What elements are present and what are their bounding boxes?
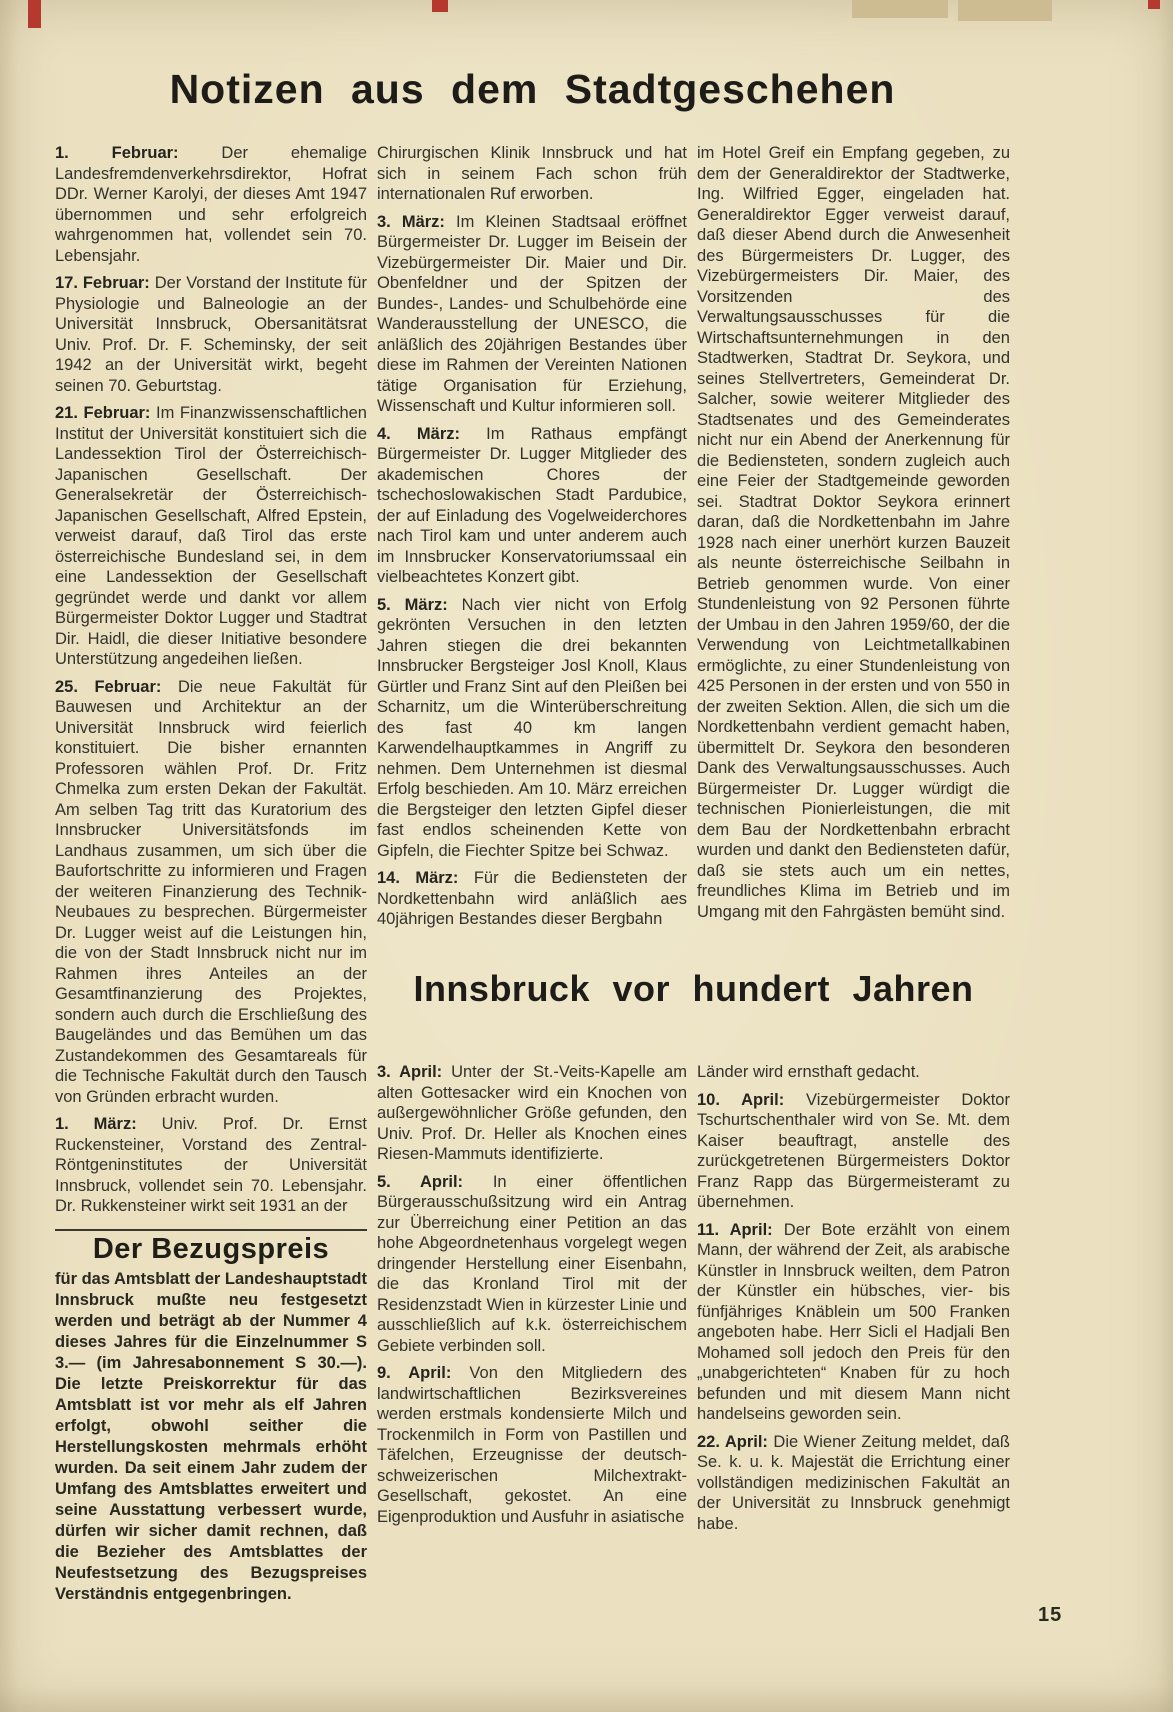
- column-right-lower: [697, 1062, 1010, 1541]
- column-left: [55, 143, 367, 1605]
- page-title: Notizen aus dem Stadtgeschehen: [169, 66, 896, 112]
- news-entry: 3. April: Unter der St.-Veits-Kapelle am alten Gottesacker wird ein Knochen von außergewöhnlicher Größe gefunden, den Univ. Prof. Dr. Heller als Knochen eines Riesen-Mammuts identifizierte.: [377, 1063, 687, 1163]
- news-entries-march: [377, 143, 687, 930]
- news-entries-february: [55, 143, 367, 1217]
- news-entry: 21. Februar: Im Finanzwissenschaftlichen Institut der Universität konstituiert sich die Landessektion Tirol der Österreichisch-Japanischen Gesellschaft. Der Generalsekretär der Österreichisch-Japanischen Gesellschaft, Alfred Epstein, verweist darauf, daß Tirol das erste österreichische Bundesland sei, in dem eine Landessektion der Gesellschaft gegründet werde und dankt vor allem Bürgermeister Doktor Lugger und Stadtrat Dir. Haidl, die dieser Initiative besondere Unterstützung angedeihen ließen.: [55, 404, 367, 668]
- entry-date: 3. März:: [377, 212, 456, 231]
- section-divider-rule: [55, 1229, 367, 1231]
- news-entry: 10. April: Vizebürgermeister Doktor Tschurtschenthaler wird von Se. Mt. dem Kaiser beauftragt, anstelle des zurückgetretenen Bürgermeisters Doktor Franz Rapp das Bürgermeisteramt zu übernehmen.: [697, 1090, 1010, 1211]
- entry-date: 11. April:: [697, 1220, 784, 1239]
- page-number: 15: [1038, 1604, 1063, 1626]
- entry-date: 21. Februar:: [55, 404, 156, 422]
- news-entry: 22. April: Die Wiener Zeitung meldet, daß Se. k. u. k. Majestät die Errichtung einer vollständigen medizinischen Fakultät an der Universität zu Innsbruck genehmigt habe.: [697, 1432, 1010, 1533]
- entry-date: 5. April:: [377, 1172, 493, 1191]
- entry-date: 14. März:: [377, 869, 474, 887]
- column-middle-lower: [377, 1062, 687, 1534]
- news-entry: im Hotel Greif ein Empfang gegeben, zu dem der Generaldirektor der Stadtwerke, Ing. Wilfried Egger, eingeladen hat. Generaldirektor Egger verweist darauf, daß dieser Abend durch die Anwesenheit des Bürgermeisters Dr. Lugger, des Vizebürgermeisters Dir. Maier, des Vorsitzenden des Verwaltungsausschusses für die Wirtschaftsunternehmungen in den Stadtwerken, Stadtrat Dr. Seykora, und seines Stellvertreters, Gemeinderat Dr. Salcher, sowie weiterer Mitglieder des Stadtsenates und des Gemeinderates nicht nur ein Abend der Anerkennung für die Bediensteten, sondern zugleich auch eine Feier der Stadtgemeinde geworden sei. Stadtrat Doktor Seykora erinnert daran, daß die Nordkettenbahn im Jahre 1928 nach einer unerhört kurzen Bauzeit als neunte österreichische Seilbahn in Betrieb genommen wurde. Von einer Stundenleistung von 92 Personen führte der Umbau in den Jahren 1959/60, der die Verwendung von Leichtmetallkabinen ermöglichte, zu einer Stundenleistung von 425 Personen in der ersten und von 550 in der zweiten Sektion. Allen, die sich um die Nordkettenbahn verdient gemacht haben, übermittelt Dr. Seykora den besonderen Dank des Verwaltungsausschusses. Auch Bürgermeister Dr. Lugger würdigt die technischen Pionierleistungen, die mit dem Bau der Nordkettenbahn erbracht wurden und dankt den Bediensteten dafür, daß sie stets auch um ein nettes, freundliches Klima im Betrieb und im Umgang mit den Fahrgästen bemüht sind.: [697, 144, 1010, 921]
- news-entry: Länder wird ernsthaft gedacht.: [697, 1063, 920, 1081]
- news-entry: 17. Februar: Der Vorstand der Institute für Physiologie und Balneologie an der Universität Innsbruck, Obersanitätsrat Univ. Prof. Dr. F. Scheminsky, der seit 1942 an der Universität wirkt, begeht seinen 70. Geburtstag.: [55, 274, 367, 395]
- scan-mark-red-left: [28, 0, 41, 28]
- scan-mark-tan-1: [852, 0, 948, 18]
- news-entry: 4. März: Im Rathaus empfängt Bürgermeister Dr. Lugger Mitglieder des akademischen Chores der tschechoslowakischen Stadt Pardubice, der auf Einladung des Vogelweiderchores nach Tirol kam und unter anderem auch im Innsbrucker Konservatoriumssaal ein vielbeachtetes Konzert gibt.: [377, 424, 687, 586]
- section-title-hundred-years: Innsbruck vor hundert Jahren: [413, 968, 974, 1009]
- news-entry: 5. April: In einer öffentlichen Bürgerausschußsitzung wird ein Antrag zur Überreichung einer Petition an das hohe Abgeordnetenhaus vorgelegt wegen dringender Herstellung einer Eisenbahn, die das Kronland Tirol mit der Residenzstadt Wien in kürzester Linie und ausschließlich auf k.k. österreichischem Gebiete verbinden soll.: [377, 1172, 687, 1355]
- entry-date: 25. Februar:: [55, 677, 178, 696]
- news-entry: Chirurgischen Klinik Innsbruck und hat sich in seinem Fach schon früh internationalen Ruf erworben.: [377, 144, 687, 203]
- news-entries-april-left: [377, 1062, 687, 1527]
- news-entry: 5. März: Nach vier nicht von Erfolg gekrönten Versuchen in den letzten Jahren stiegen die drei bekannten Innsbrucker Bergsteiger Josl Knoll, Klaus Gürtler und Franz Sint auf den Pleißen bei Scharnitz, um die Winterüberschreitung des fast 40 km langen Karwendelhauptkammes in Angriff zu nehmen. Dem Unternehmen ist diesmal Erfolg beschieden. Am 10. März erreichen die Bergsteiger den letzten Gipfel dieser fast endlos scheinenden Kette von Gipfeln, die Fiechter Spitze bei Schwaz.: [377, 595, 687, 860]
- scan-mark-red-right: [1148, 0, 1160, 9]
- news-entry: 11. April: Der Bote erzählt von einem Mann, der während der Zeit, als arabische Künstler in Innsbruck weilten, dem Patron der Künstler ein hübsches, vier- bis fünfjähriges Knäblein um 500 Franken angeboten habe. Herr Sicli el Hadjali Ben Mohamed soll jedoch den Preis für den „unabgerichteten“ Knaben für zu hoch befunden und mit diesem Mann nicht handelseins geworden sein.: [697, 1220, 1010, 1423]
- news-entry: 3. März: Im Kleinen Stadtsaal eröffnet Bürgermeister Dr. Lugger im Beisein der Vizebürgermeister Dir. Maier und Dir. Obenfeldner und der Spitzen der Bundes-, Landes- und Schulbehörde eine Wanderausstellung der UNESCO, die anläßlich des 20jährigen Bestandes über diese im Rahmen der Vereinten Nationen tätige Organisation für Erziehung, Wissenschaft und Kultur informieren soll.: [377, 212, 687, 415]
- entry-date: 10. April:: [697, 1090, 806, 1109]
- news-entry: 9. April: Von den Mitgliedern des landwirtschaftlichen Bezirksvereines werden erstmals kondensierte Milch und Trockenmilch in Form von Pastillen und Täfelchen, Erzeugnisse der deutsch-schweizerischen Milchextrakt-Gesellschaft, gekostet. An eine Eigenproduktion und Ausfuhr in asiatische: [377, 1364, 687, 1526]
- news-entry: 14. März: Für die Bediensteten der Nordkettenbahn wird anläßlich aes 40jährigen Bestandes dieser Bergbahn: [377, 869, 687, 928]
- subscription-price-text: für das Amtsblatt der Landeshauptstadt Innsbruck mußte neu festgesetzt werden und beträgt ab der Nummer 4 dieses Jahres für die Einzelnummer S 3.— (im Jahresabonnement S 30.—). Die letzte Preiskorrektur für das Amtsblatt ist vor mehr als elf Jahren erfolgt, obwohl seither die Herstellungskosten mehrmals erhöht wurden. Da seit einem Jahr zudem der Umfang des Amtsblattes erweitert und seine Ausstattung verbessert wurde, dürfen wir sicher damit rechnen, daß die Bezieher des Amtsblattes der Neufestsetzung des Bezugspreises Verständnis entgegenbringen.: [55, 1270, 368, 1603]
- entry-date: 9. April:: [377, 1364, 470, 1382]
- news-entry: 1. Februar: Der ehemalige Landesfremdenverkehrsdirektor, Hofrat DDr. Werner Karolyi, der dieses Amt 1947 übernommen und sehr erfolgreich wahrgenommen hat, vollendet sein 70. Lebensjahr.: [55, 144, 368, 265]
- entry-date: 4. März:: [377, 424, 487, 443]
- scan-mark-tan-2: [958, 0, 1052, 21]
- entry-date: 1. März:: [55, 1115, 162, 1133]
- entry-date: 1. Februar:: [55, 144, 222, 162]
- news-entry: 1. März: Univ. Prof. Dr. Ernst Ruckensteiner, Vorstand des Zentral-Röntgeninstitutes der Universität Innsbruck, vollendet sein 70. Lebensjahr. Dr. Rukkensteiner wirkt seit 1931 an der: [55, 1115, 367, 1215]
- entry-date: 3. April:: [377, 1063, 452, 1081]
- subscription-price-heading: Der Bezugspreis: [92, 1232, 330, 1265]
- news-entry: 25. Februar: Die neue Fakultät für Bauwesen und Architektur an der Universität Innsbruck wird feierlich konstituiert. Die bisher ernannten Professoren wählen Prof. Dr. Fritz Chmelka zum ersten Dekan der Fakultät. Am selben Tag tritt das Kuratorium des Innsbrucker Universitätsfonds im Landhaus zusammen, um sich über die Baufortschritte zu informieren und Fragen der weiteren Finanzierung des Technik-Neubaues zu besprechen. Bürgermeister Dr. Lugger weist auf die Leistungen hin, die von der Stadt Innsbruck nicht nur im Rahmen ihres Anteiles an der Gesamtfinanzierung des Projektes, sondern auch durch die Erschließung des Baugeländes und das Bemühen um das Zustandekommen des Gesamtareals für die Technische Fakultät durch den Tausch von Gründen erbracht wurden.: [55, 677, 367, 1106]
- entry-date: 22. April:: [697, 1432, 774, 1451]
- scan-mark-red-middle: [432, 0, 448, 12]
- entry-date: 5. März:: [377, 595, 462, 614]
- column-middle-upper: [377, 143, 687, 937]
- news-entries-april-right: [697, 1062, 1010, 1534]
- column-right-upper: [697, 143, 1010, 929]
- entry-date: 17. Februar:: [55, 274, 155, 292]
- news-entries-march-continued: [697, 143, 1010, 922]
